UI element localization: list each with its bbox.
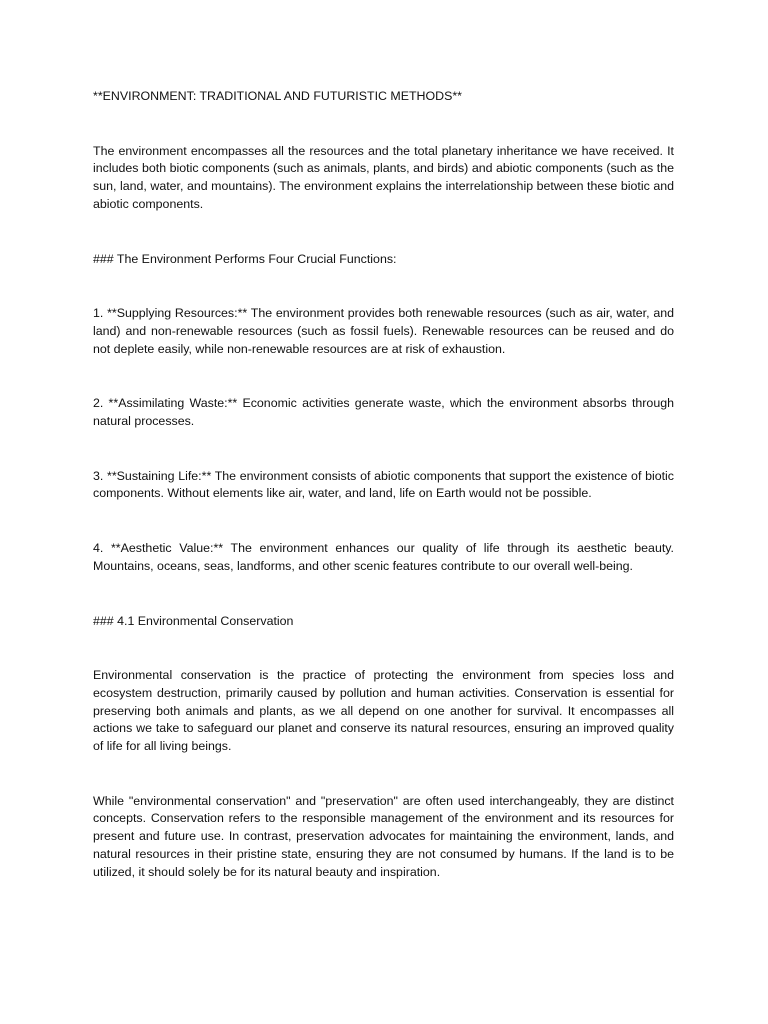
document-title: **ENVIRONMENT: TRADITIONAL AND FUTURISTIC METHODS** <box>93 89 463 103</box>
function-item-assimilating-waste: 2. **Assimilating Waste:** Economic activities generate waste, which the environment absorbs through natural processes. <box>93 396 674 429</box>
preservation-paragraph: While "environmental conservation" and "preservation" are often used interchangeably, they are distinct concepts. Conservation refers to the responsible management of the environment and its resources for present and future use. In contrast, preservation advocates for maintaining the environment, lands, and natural resources in their pristine state, ensuring they are not consumed by humans. If the land is to be utilized, it should solely be for its natural beauty and inspiration. <box>93 793 674 879</box>
conservation-paragraph: Environmental conservation is the practice of protecting the environment from species loss and ecosystem destruction, primarily caused by pollution and human activities. Conservation is essential for preserving both animals and plants, as we all depend on one another for survival. It encompasses all actions we take to safeguard our planet and conserve its natural resources, ensuring an improved quality of life for all living beings. <box>93 668 674 754</box>
conservation-heading: ### 4.1 Environmental Conservation <box>93 613 294 628</box>
function-item-aesthetic-value: 4. **Aesthetic Value:** The environment enhances our quality of life through its aesthetic beauty. Mountains, oceans, seas, landforms, and other scenic features contribute to our overall well-being. <box>93 541 674 573</box>
document-body <box>93 88 674 881</box>
intro-paragraph: The environment encompasses all the resources and the total planetary inheritance we have received. It includes both biotic components (such as animals, plants, and birds) and abiotic components (such as the sun, land, water, and mountains). The environment explains the interrelationship between these biotic and abiotic components. <box>93 143 674 211</box>
function-item-sustaining-life: 3. **Sustaining Life:** The environment consists of abiotic components that support the existence of biotic components. Without elements like air, water, and land, life on Earth would not be possible. <box>93 468 674 501</box>
function-item-supplying-resources: 1. **Supplying Resources:** The environment provides both renewable resources (such as air, water, and land) and non-renewable resources (such as fossil fuels). Renewable resources can be reused and do not deplete easily, while non-renewable resources are at risk of exhaustion. <box>93 306 674 356</box>
functions-heading: ### The Environment Performs Four Crucial Functions: <box>93 251 397 266</box>
